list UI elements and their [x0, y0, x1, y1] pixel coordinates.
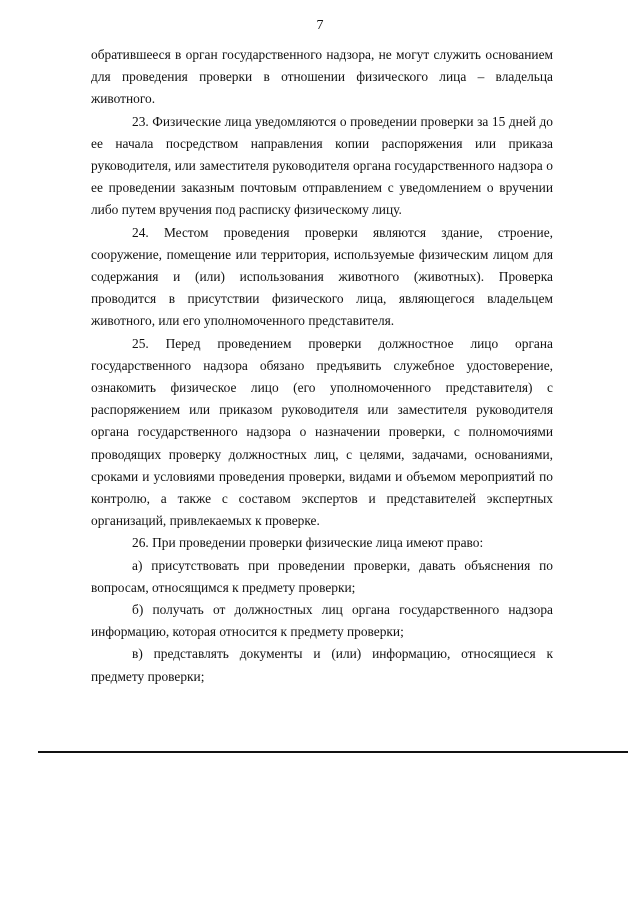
paragraph-25: 25. Перед проведением проверки должностное лицо органа государственного надзора обязано предъявить служебное удостоверение, ознакомить физическое лицо (его уполномоченного представителя) с распоряжением или приказом руководителя или заместителя руководителя органа государственного надзора о назначении проверки, с полномочиями проводящих проверку должностных лиц, с целями, задачами, основаниями, сроками и условиями проведения проверки, видами и объемом мероприятий по контролю, а также с составом экспертов и представителей экспертных организаций, привлекаемых к проверке.: [91, 335, 553, 529]
paragraph-26-a: а) присутствовать при проведении проверки, давать объяснения по вопросам, относящимся к предмету проверки;: [91, 557, 553, 595]
paragraph-26-v: в) представлять документы и (или) информацию, относящиеся к предмету проверки;: [91, 646, 553, 684]
bottom-divider: [38, 751, 628, 753]
page-number: 7: [316, 18, 324, 33]
document-body: [91, 44, 553, 688]
paragraph-24: 24. Местом проведения проверки являются здание, строение, сооружение, помещение или территория, используемые физическим лицом для содержания и (или) использования животного (животных). Проверка проводится в присутствии физического лица, являющегося владельцем животного, или его уполномоченного представителя.: [91, 224, 553, 329]
paragraph-23: 23. Физические лица уведомляются о проведении проверки за 15 дней до ее начала посредством направления копии распоряжения или приказа руководителя, или заместителя руководителя органа государственного надзора о ее проведении заказным почтовым отправлением с уведомлением о вручении либо путем вручения под расписку физическому лицу.: [91, 113, 553, 218]
paragraph-26-b: б) получать от должностных лиц органа государственного надзора информацию, которая относится к предмету проверки;: [91, 602, 553, 640]
paragraph-22-continuation: обратившееся в орган государственного надзора, не могут служить основанием для проведения проверки в отношении физического лица – владельца животного.: [91, 47, 553, 107]
paragraph-26: 26. При проведении проверки физические лица имеют право:: [132, 535, 484, 551]
